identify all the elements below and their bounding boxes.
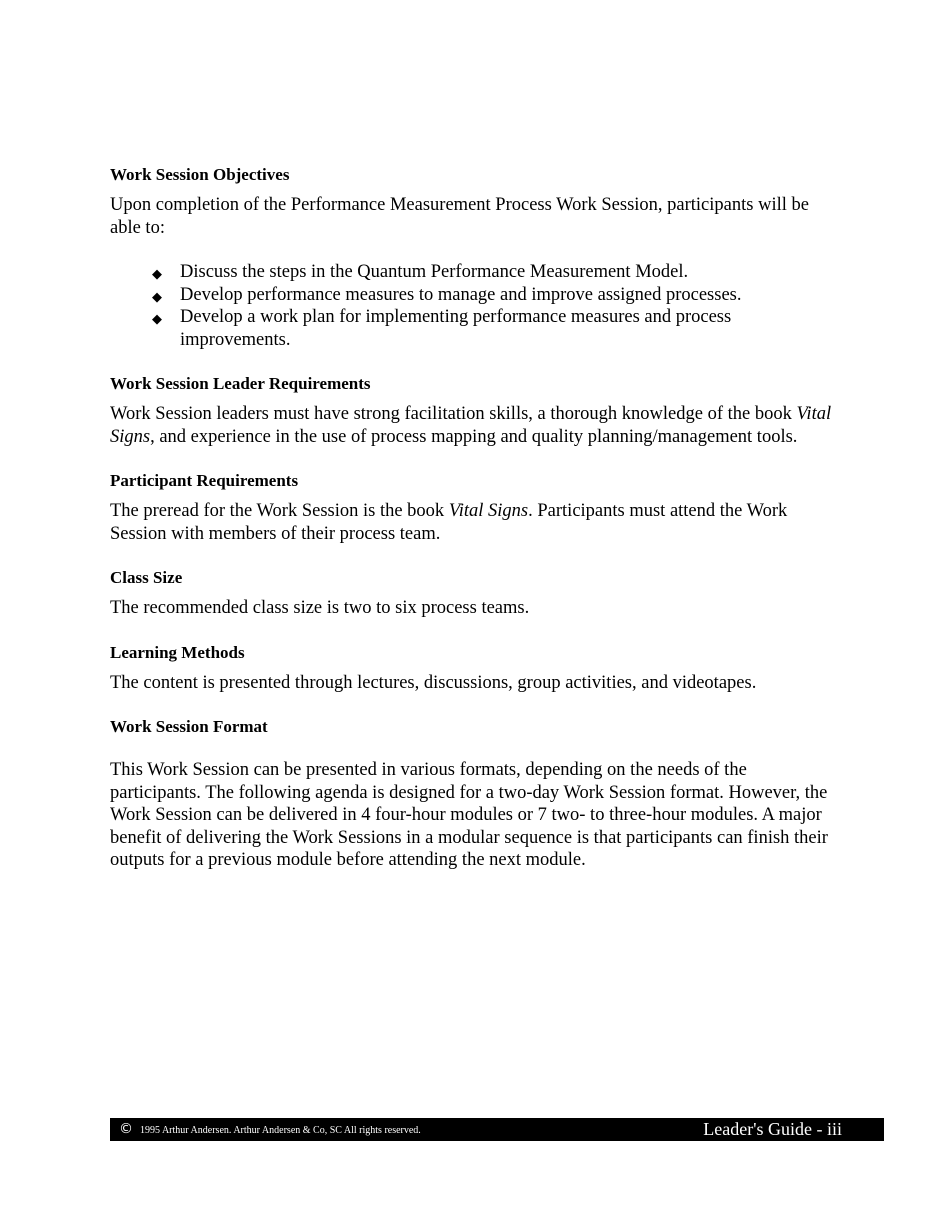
learning-text: The content is presented through lectures, discussions, group activities, and videotapes. (110, 672, 757, 693)
page-label: Leader's Guide - iii (703, 1119, 842, 1139)
leader-text: Work Session leaders must have strong facilitation skills, a thorough knowledge of the book Vital Signs, and experience in the use of process mapping and quality planning/management tools. (110, 404, 832, 447)
learning-heading: Learning Methods (110, 642, 245, 662)
objectives-list (110, 261, 840, 351)
list-item: ◆ Develop a work plan for implementing performance measures and process improvements. (152, 307, 732, 350)
list-item: ◆ Develop performance measures to manage and improve assigned processes. (152, 284, 840, 307)
format-heading: Work Session Format (110, 717, 268, 736)
diamond-bullet-icon: ◆ (152, 311, 162, 326)
book-title: Vital Signs (110, 404, 832, 447)
copyright-text: 1995 Arthur Andersen. Arthur Andersen & Co, SC All rights reserved. (140, 1125, 421, 1136)
class-size-text: The recommended class size is two to six process teams. (110, 598, 530, 618)
diamond-bullet-icon: ◆ (152, 288, 162, 304)
participant-text: The preread for the Work Session is the book Vital Signs. Participants must attend the Work Session with members of their process team. (110, 501, 788, 544)
list-item: ◆ Discuss the steps in the Quantum Performance Measurement Model. (152, 261, 840, 284)
section-work-session-format (110, 716, 840, 872)
objectives-intro: Upon completion of the Performance Measurement Process Work Session, participants will be able to: (110, 195, 809, 238)
diamond-bullet-icon: ◆ (152, 266, 162, 281)
section-learning-methods (110, 642, 840, 695)
section-objectives (110, 164, 840, 351)
page-footer (110, 1118, 884, 1141)
section-participant-requirements (110, 470, 840, 545)
class-size-heading: Class Size (110, 568, 183, 587)
format-text: This Work Session can be presented in various formats, depending on the needs of the participants. The following agenda is designed for a two-day Work Session format. However, the Work Session can be delivered in 4 four-hour modules or 7 two- to three-hour modules. A major benefit of delivering the Work Sessions in a modular sequence is that participants can finish their outputs for a previous module before attending the next module. (110, 760, 828, 870)
objectives-heading: Work Session Objectives (110, 165, 290, 184)
participant-heading: Participant Requirements (110, 471, 299, 490)
book-title: Vital Signs (448, 501, 529, 521)
section-class-size (110, 567, 840, 620)
copyright-icon: © (119, 1121, 133, 1137)
section-leader-requirements (110, 373, 840, 448)
document-body (110, 164, 840, 894)
leader-heading: Work Session Leader Requirements (110, 374, 371, 393)
